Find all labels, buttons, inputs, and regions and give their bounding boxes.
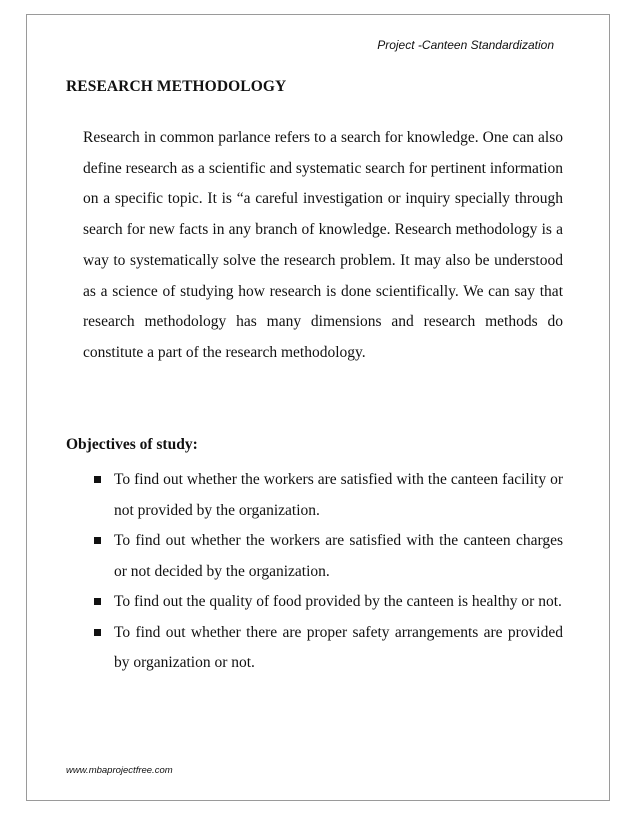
- objective-item: [94, 587, 563, 618]
- research-paragraph: Research in common parlance refers to a search for knowledge. One can also define research as a scientific and systematic search for pertinent information on a specific topic. It is “a careful investigation or inquiry specially through search for new facts in any branch of knowledge. Research methodology is a way to systematically solve the research problem. It may also be understood as a science of studying how research is done scientifically. We can say that research methodology has many dimensions and research methods do constitute a part of the research methodology.: [83, 129, 563, 361]
- square-bullet-icon: [94, 629, 101, 636]
- section-title: RESEARCH METHODOLOGY: [66, 78, 287, 95]
- square-bullet-icon: [94, 598, 101, 605]
- objective-item: [94, 526, 563, 587]
- footer-website: www.mbaprojectfree.com: [66, 765, 173, 776]
- objective-text: To find out whether the workers are satisfied with the canteen facility or not provided by the organization.: [114, 471, 563, 519]
- page-header: Project -Canteen Standardization: [377, 38, 554, 52]
- square-bullet-icon: [94, 537, 101, 544]
- objective-item: [94, 465, 563, 526]
- objectives-title: Objectives of study:: [66, 436, 198, 453]
- objective-text: To find out whether the workers are satisfied with the canteen charges or not decided by the organization.: [114, 532, 563, 580]
- objective-text: To find out the quality of food provided by the canteen is healthy or not.: [114, 593, 562, 610]
- objectives-list: [94, 465, 563, 679]
- square-bullet-icon: [94, 476, 101, 483]
- objective-item: [94, 618, 563, 679]
- objective-text: To find out whether there are proper safety arrangements are provided by organization or not.: [114, 623, 563, 671]
